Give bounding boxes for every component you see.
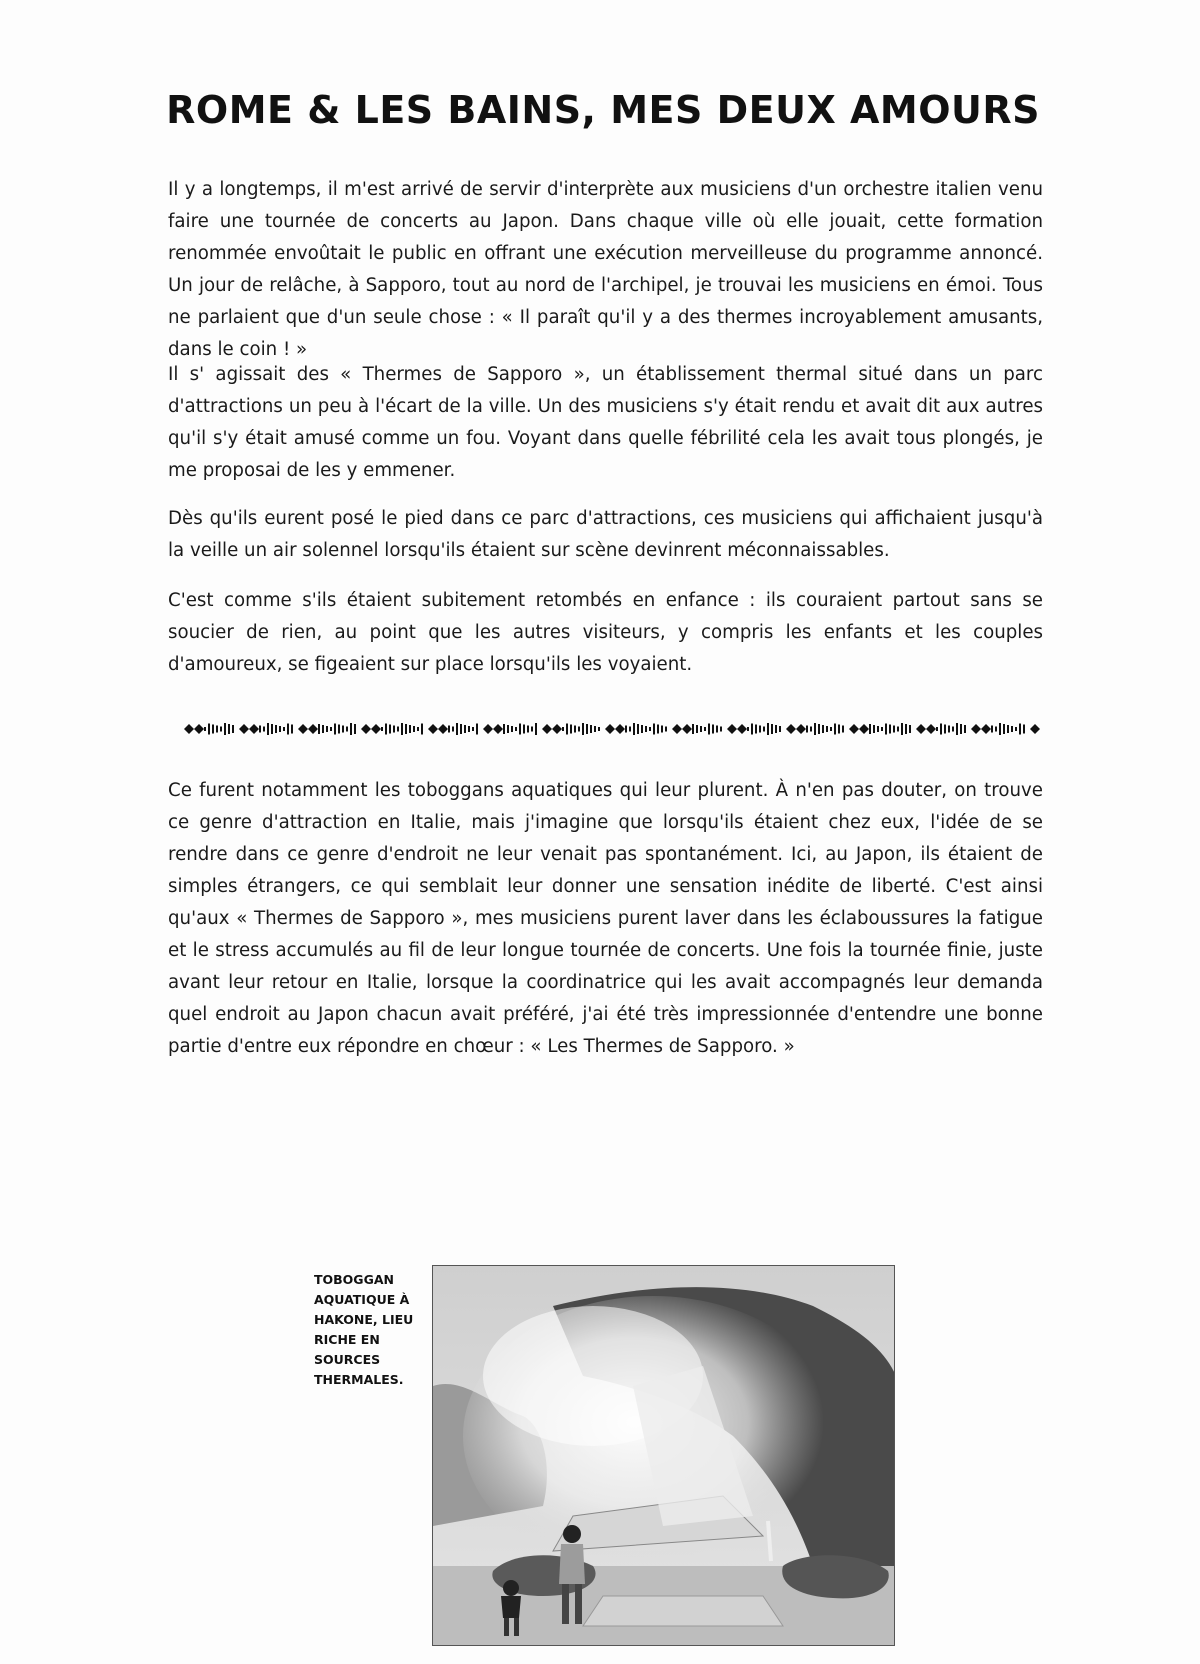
paragraph-2: Il s' agissait des « Thermes de Sapporo », un établissement thermal situé dans un parc d'attractions un peu à l'écart de la ville. Un des musiciens s'y était rendu et avait dit aux autres qu'il s'y était amusé comme un fou. Voyant dans quelle fébrilité cela les avait tous plongés, je me proposai de les y emmener. [168, 364, 1043, 481]
page-title: ROME & LES BAINS, MES DEUX AMOURS [166, 88, 1040, 132]
paragraph-1: Il y a longtemps, il m'est arrivé de servir d'interprète aux musiciens d'un orchestre italien venu faire une tournée de concerts au Japon. Dans chaque ville où elle jouait, cette formation renommée envoûtait le public en offrant une exécution merveilleuse du programme annoncé. Un jour de relâche, à Sapporo, tout au nord de l'archipel, je trouvai les musiciens en émoi. Tous ne parlaient que d'un seule chose : « Il paraît qu'il y a des thermes incroyablement amusants, dans le coin ! » [168, 179, 1043, 360]
photo-caption: TOBOGGAN AQUATIQUE À HAKONE, LIEU RICHE EN SOURCES THERMALES. [314, 1272, 414, 1387]
ornamental-divider-icon [182, 720, 1042, 738]
water-slide-photo-icon [432, 1265, 895, 1646]
paragraph-5: Ce furent notamment les toboggans aquatiques qui leur plurent. À n'en pas douter, on trouve ce genre d'attraction en Italie, mais j'imagine que lorsqu'ils étaient chez eux, l'idée de se rendre dans ce genre d'endroit ne leur venait pas spontanément. Ici, au Japon, ils étaient de simples étrangers, ce qui semblait leur donner une sensation inédite de liberté. C'est ainsi qu'aux « Thermes de Sapporo », mes musiciens purent laver dans les éclaboussures la fatigue et le stress accumulés au fil de leur longue tournée de concerts. Une fois la tournée finie, juste avant leur retour en Italie, lorsque la coordinatrice qui les avait accompagnés leur demanda quel endroit au Japon chacun avait préféré, j'ai été très impressionnée d'entendre une bonne partie d'entre eux répondre en chœur : « Les Thermes de Sapporo. » [168, 780, 1043, 1057]
paragraph-4: C'est comme s'ils étaient subitement retombés en enfance : ils couraient partout sans se soucier de rien, au point que les autres visiteurs, y compris les enfants et les couples d'amoureux, se figeaient sur place lorsqu'ils les voyaient. [168, 590, 1043, 675]
paragraph-3: Dès qu'ils eurent posé le pied dans ce parc d'attractions, ces musiciens qui affichaient jusqu'à la veille un air solennel lorsqu'ils étaient sur scène devinrent méconnaissables. [168, 508, 1043, 561]
